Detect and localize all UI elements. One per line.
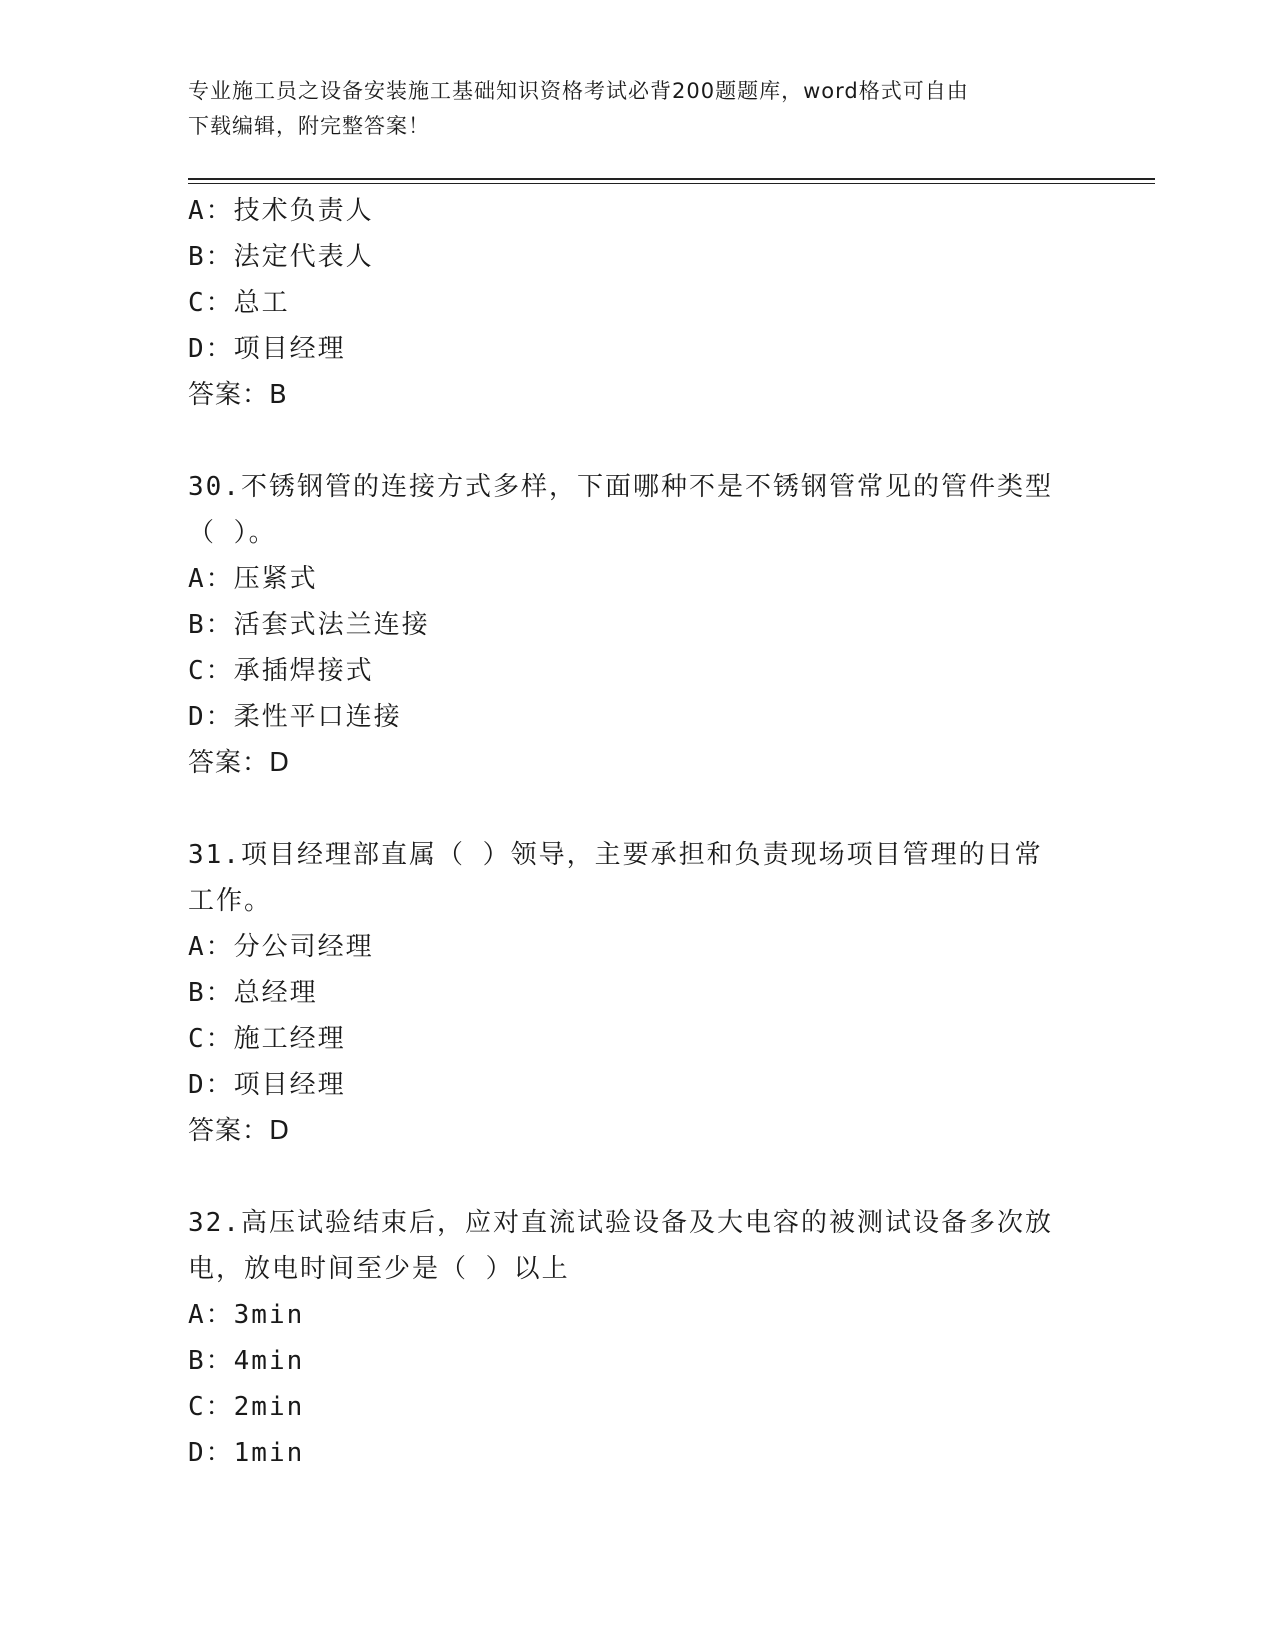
question-31 bbox=[188, 832, 1088, 1154]
header-line-2: 下载编辑，附完整答案！ bbox=[188, 114, 430, 138]
option-d: D：项目经理 bbox=[188, 1070, 346, 1100]
header-rule-thin bbox=[188, 183, 1155, 184]
spacer bbox=[188, 418, 1088, 464]
option-b: B：法定代表人 bbox=[188, 242, 374, 272]
option-a: A：技术负责人 bbox=[188, 196, 374, 226]
option-c: C：施工经理 bbox=[188, 1024, 346, 1054]
question-stem: 30.不锈钢管的连接方式多样，下面哪种不是不锈钢管常见的管件类型 bbox=[188, 472, 1053, 502]
header-rule-thick bbox=[188, 178, 1155, 180]
option-b: B：4min bbox=[188, 1346, 305, 1376]
option-c: C：2min bbox=[188, 1392, 305, 1422]
answer-label: 答案：D bbox=[188, 1116, 291, 1146]
question-32 bbox=[188, 1200, 1088, 1476]
question-29 bbox=[188, 188, 1088, 418]
question-list bbox=[188, 188, 1088, 1476]
header-line-1: 专业施工员之设备安装施工基础知识资格考试必背200题题库，word格式可自由 bbox=[188, 79, 969, 103]
question-stem-cont: 工作。 bbox=[188, 886, 273, 916]
option-c: C：承插焊接式 bbox=[188, 656, 374, 686]
question-stem: 31.项目经理部直属（ ）领导，主要承担和负责现场项目管理的日常 bbox=[188, 840, 1043, 870]
option-a: A：3min bbox=[188, 1300, 305, 1330]
question-stem-cont: 电，放电时间至少是（ ）以上 bbox=[188, 1254, 570, 1284]
answer-label: 答案：B bbox=[188, 380, 288, 410]
document-header bbox=[188, 74, 1068, 144]
option-c: C：总工 bbox=[188, 288, 290, 318]
option-d: D：柔性平口连接 bbox=[188, 702, 402, 732]
option-d: D：项目经理 bbox=[188, 334, 346, 364]
option-b: B：活套式法兰连接 bbox=[188, 610, 430, 640]
answer-label: 答案：D bbox=[188, 748, 291, 778]
question-30 bbox=[188, 464, 1088, 786]
spacer bbox=[188, 1154, 1088, 1200]
option-b: B：总经理 bbox=[188, 978, 318, 1008]
option-a: A：分公司经理 bbox=[188, 932, 374, 962]
option-a: A：压紧式 bbox=[188, 564, 318, 594]
spacer bbox=[188, 786, 1088, 832]
question-stem: 32.高压试验结束后，应对直流试验设备及大电容的被测试设备多次放 bbox=[188, 1208, 1053, 1238]
question-stem-cont: （ ）。 bbox=[188, 518, 277, 548]
option-d: D：1min bbox=[188, 1438, 305, 1468]
